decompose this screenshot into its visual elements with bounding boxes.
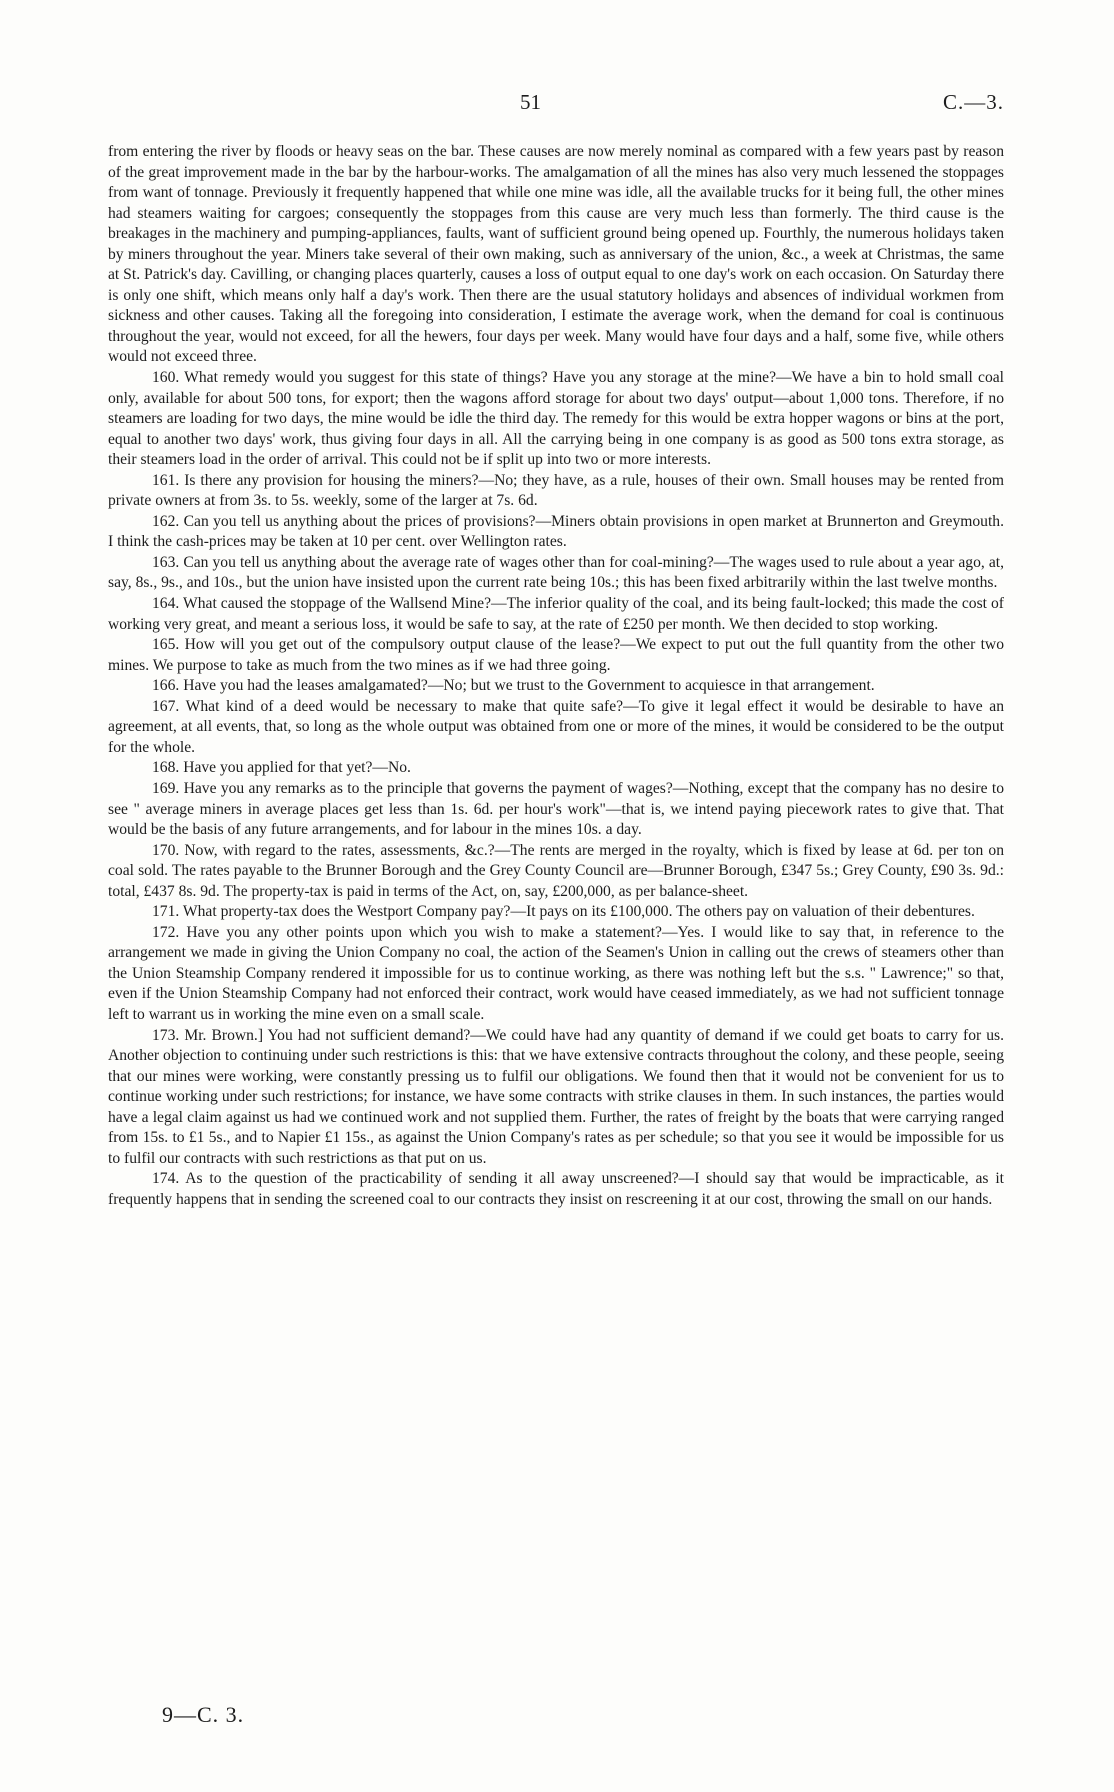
question-163: 163. Can you tell us anything about the average rate of wages other than for coal-mining?—The wages used to rule about a year ago, at, say, 8s., 9s., and 10s., but the union have insisted upon the current rate being 10s.; this has been fixed arbitrarily within the last twelve months. [108,553,1004,592]
question-174: 174. As to the question of the practicability of sending it all away unscreened?—I should say that would be impracticable, as it frequently happens that in sending the screened coal to our contracts they insist on rescreening it at our cost, throwing the small on our hands. [108,1170,1004,1208]
question-167: 167. What kind of a deed would be necessary to make that quite safe?—To give it legal effect it would be desirable to have an agreement, at all events, that, so long as the whole output was obtained from one or more of the mines, it would be considered to be the output for the whole. [108,697,1004,756]
question-168: 168. Have you applied for that yet?—No. [152,759,411,777]
question-162: 162. Can you tell us anything about the prices of provisions?—Miners obtain provisions in open market at Brunnerton and Greymouth. I think the cash-prices may be taken at 10 per cent. over Wellington rates. [108,512,1004,551]
continuation-paragraph: from entering the river by floods or heavy seas on the bar. These causes are now merely nominal as compared with a few years past by reason of the great improvement made in the bar by the harbour-works. The amalgamation of all the mines has also very much lessened the stoppages from want of tonnage. Previously it frequently happened that while one mine was idle, all the available trucks for it being full, the other mines had steamers waiting for cargoes; consequently the stoppages from this cause are very much less than formerly. The third cause is the breakages in the machinery and pumping-appliances, faults, want of sufficient ground being opened up. Fourthly, the numerous holidays taken by miners throughout the year. Miners take several of their own making, such as anniversary of the union, &c., a week at Christmas, the same at St. Patrick's day. Cavilling, or changing places quarterly, causes a loss of output equal to one day's work on each occasion. On Saturday there is only one shift, which means only half a day's work. Then there are the usual statutory holidays and absences of individual workmen from sickness and other causes. Taking all the foregoing into consideration, I estimate the average work, when the demand for coal is continuous throughout the year, would not exceed, for all the hewers, four days per week. Many would have four days and a half, some five, while others would not exceed three. [108,143,1004,366]
question-169: 169. Have you any remarks as to the principle that governs the payment of wages?—Nothing, except that the company has no desire to see " average miners in average places get less than 1s. 6d. per hour's work"—that is, we intend paying piecework rates to give that. That would be the basis of any future arrangements, and for labour in the mines 10s. a day. [108,779,1004,839]
question-166: 166. Have you had the leases amalgamated?—No; but we trust to the Government to acquiesce in that arrangement. [152,677,875,695]
document-reference: C.—3. [942,90,1004,114]
question-160: 160. What remedy would you suggest for this state of things? Have you any storage at the mine?—We have a bin to hold small coal only, available for about 500 tons, for export; then the wagons afford storage for about two days' output—about 1,000 tons. Therefore, if no steamers are loading for two days, the mine would be idle the third day. The remedy for this would be extra hopper wagons or bins at the port, equal to another two days' work, thus giving four days in all. All the carrying being in one company is as good as 500 tons extra storage, as their steamers load in the order of arrival. This could not be if split up into two or more interests. [108,369,1004,469]
body-text [108,142,1004,1210]
question-170: 170. Now, with regard to the rates, assessments, &c.?—The rents are merged in the royalty, which is fixed by lease at 6d. per ton on coal sold. The rates payable to the Brunner Borough and the Grey County Council are—Brunner Borough, £347 5s.; Grey County, £90 3s. 9d.: total, £437 8s. 9d. The property-tax is paid in terms of the Act, on, say, £200,000, as per balance-sheet. [108,841,1004,900]
question-172: 172. Have you any other points upon which you wish to make a statement?—Yes. I would like to say that, in reference to the arrangement we made in giving the Union Company no coal, the action of the Seamen's Union in calling out the crews of steamers other than the Union Steamship Company rendered it impossible for us to continue working, as there was nothing left but the s.s. " Lawrence;" so that, even if the Union Steamship Company had not enforced their contract, work would have ceased immediately, as we had not sufficient tonnage left to warrant us in working the mine even on a small scale. [108,923,1004,1023]
page-number: 51 [520,90,541,114]
question-171: 171. What property-tax does the Westport Company pay?—It pays on its £100,000. The others pay on valuation of their debentures. [152,903,975,921]
question-164: 164. What caused the stoppage of the Wallsend Mine?—The inferior quality of the coal, and its being fault-locked; this made the cost of working very great, and meant a serious loss, it would be safe to say, at the rate of £250 per month. We then decided to stop working. [108,595,1004,633]
question-173: 173. Mr. Brown.] You had not sufficient demand?—We could have had any quantity of demand if we could get boats to carry for us. Another objection to continuing under such restrictions is this: that we have extensive contracts throughout the colony, and these people, seeing that our mines were working, were constantly pressing us to fulfil our obligations. We found then that it would not be convenient for us to continue working under such restrictions; for instance, we have some contracts with strike clauses in them. In such instances, the parties would have a legal claim against us had we continued work and not supplied them. Further, the rates of freight by the boats that were carrying ranged from 15s. to £1 5s., and to Napier £1 15s., as against the Union Company's rates as per schedule; so that you see it would be impossible for us to fulfil our contracts with such restrictions as that put on us. [108,1026,1004,1167]
signature-mark: 9—C. 3. [162,1702,245,1727]
page-header [0,90,1114,120]
question-161: 161. Is there any provision for housing the miners?—No; they have, as a rule, houses of their own. Small houses may be rented from private owners at from 3s. to 5s. weekly, some of the larger at 7s. 6d. [108,471,1004,510]
question-165: 165. How will you get out of the compulsory output clause of the lease?—We expect to put out the full quantity from the other two mines. We purpose to take as much from the two mines as if we had three going. [108,636,1004,674]
